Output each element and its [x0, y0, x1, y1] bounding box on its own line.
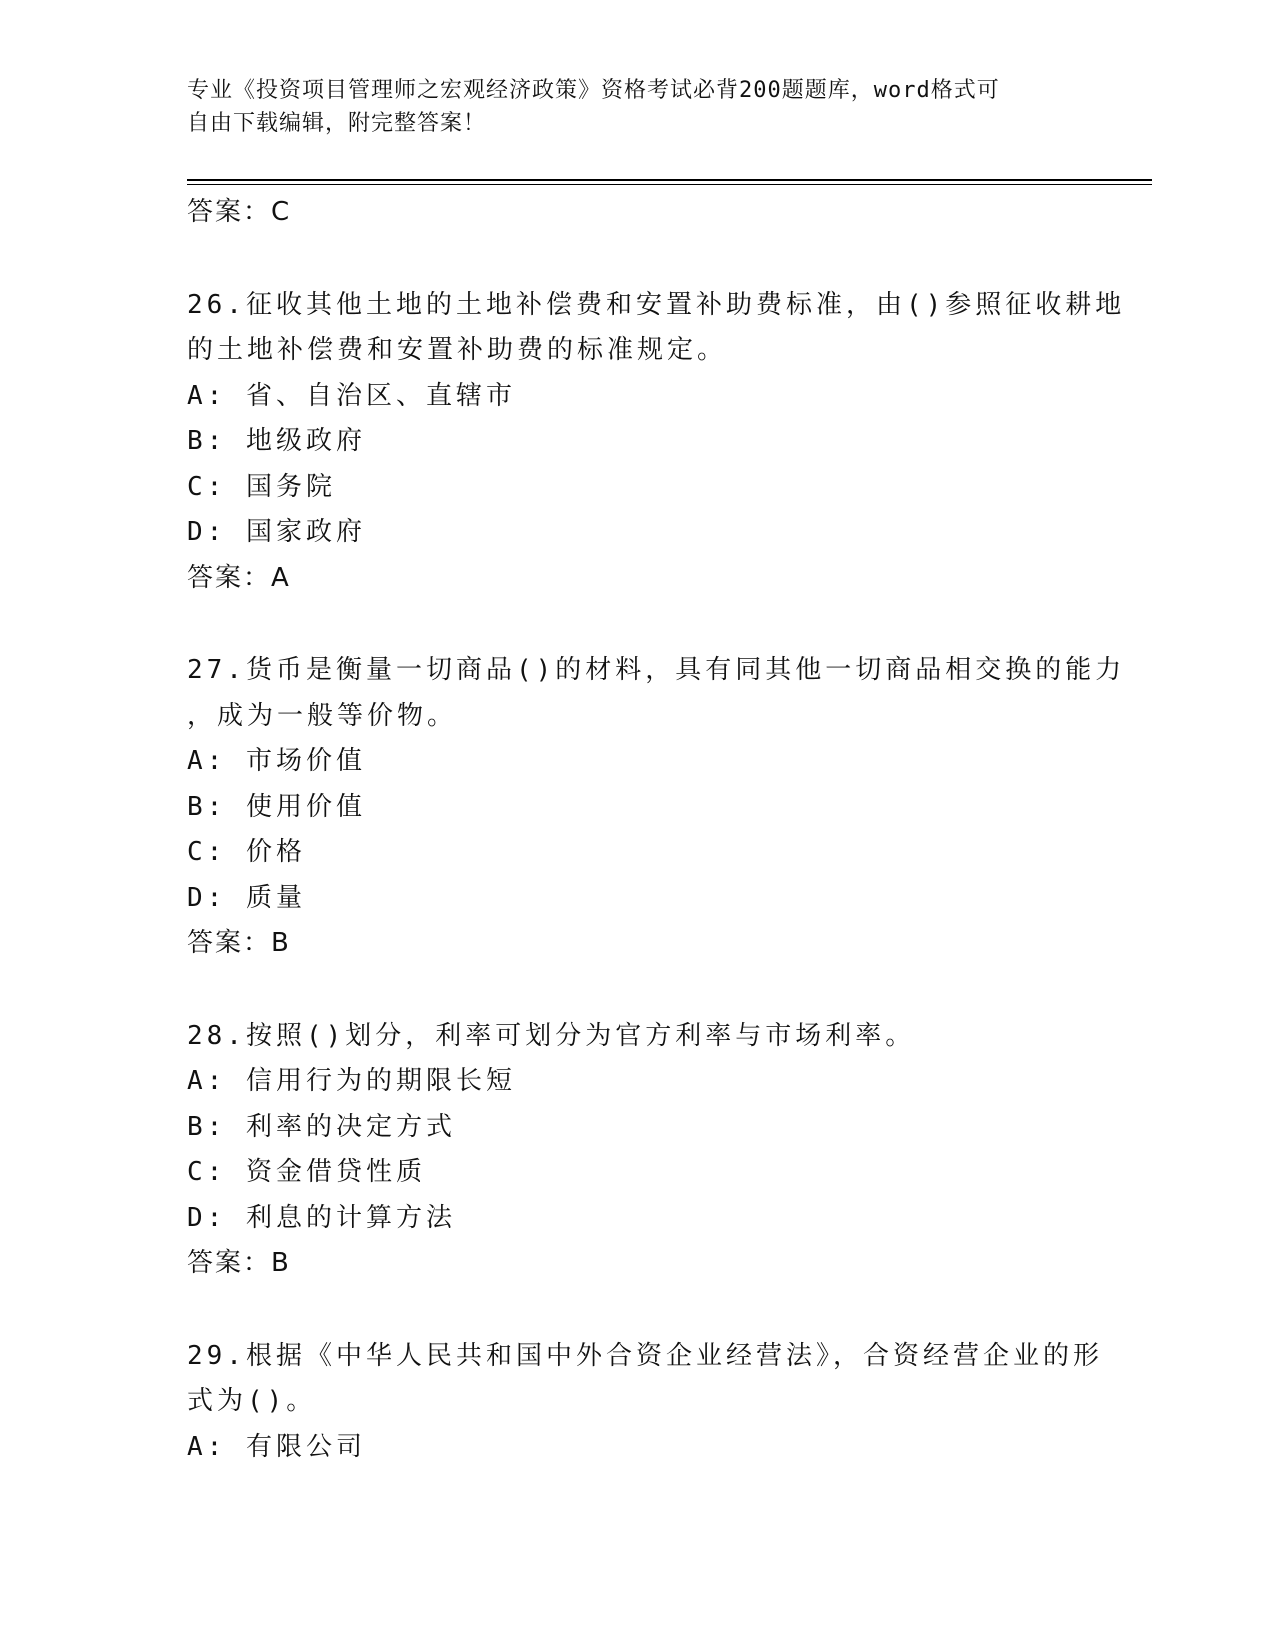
- question-gap: [187, 967, 1087, 1014]
- option-b: B: 地级政府: [187, 426, 366, 456]
- previous-answer: 答案：C: [187, 197, 292, 227]
- question-28: [187, 1014, 1087, 1287]
- answer: 答案：B: [187, 928, 291, 958]
- question-stem-line: 28.按照()划分，利率可划分为官方利率与市场利率。: [187, 1020, 916, 1051]
- option-d: D: 利息的计算方法: [187, 1202, 456, 1233]
- option-d: D: 质量: [187, 882, 306, 913]
- option-d: D: 国家政府: [187, 517, 366, 547]
- header-line-1: 专业《投资项目管理师之宏观经济政策》资格考试必背200题题库，word格式可: [187, 78, 1000, 103]
- question-stem-line: ，成为一般等价物。: [187, 700, 458, 731]
- question-27: [187, 648, 1126, 967]
- option-c: C: 资金借贷性质: [187, 1157, 426, 1187]
- option-a: A: 有限公司: [187, 1431, 366, 1462]
- question-stem-line: 27.货币是衡量一切商品()的材料，具有同其他一切商品相交换的能力: [187, 655, 1126, 685]
- option-a: A: 省、自治区、直辖市: [187, 380, 516, 411]
- option-c: C: 价格: [187, 837, 306, 867]
- question-gap: [187, 601, 1087, 648]
- question-stem-line: 26.征收其他土地的土地补偿费和安置补助费标准，由()参照征收耕地: [187, 289, 1126, 320]
- answer: 答案：A: [187, 562, 291, 593]
- answer: 答案：B: [187, 1248, 291, 1278]
- header-divider-thin: [187, 184, 1152, 185]
- question-stem-line: 的土地补偿费和安置补助费的标准规定。: [187, 335, 728, 365]
- question-gap: [187, 236, 1087, 283]
- option-b: B: 使用价值: [187, 791, 366, 822]
- option-b: B: 利率的决定方式: [187, 1111, 456, 1142]
- question-stem-line: 29.根据《中华人民共和国中外合资企业经营法》，合资经营企业的形: [187, 1340, 1103, 1371]
- question-gap: [187, 1287, 1087, 1334]
- question-29: [187, 1334, 1103, 1471]
- question-list: [187, 190, 1126, 1470]
- option-c: C: 国务院: [187, 471, 336, 502]
- option-a: A: 信用行为的期限长短: [187, 1066, 516, 1096]
- question-26: [187, 283, 1126, 602]
- header-divider-thick: [187, 179, 1152, 181]
- document-header: [187, 74, 1067, 140]
- option-a: A: 市场价值: [187, 746, 366, 776]
- question-stem-line: 式为()。: [187, 1386, 317, 1416]
- header-line-2: 自由下载编辑，附完整答案！: [187, 111, 487, 136]
